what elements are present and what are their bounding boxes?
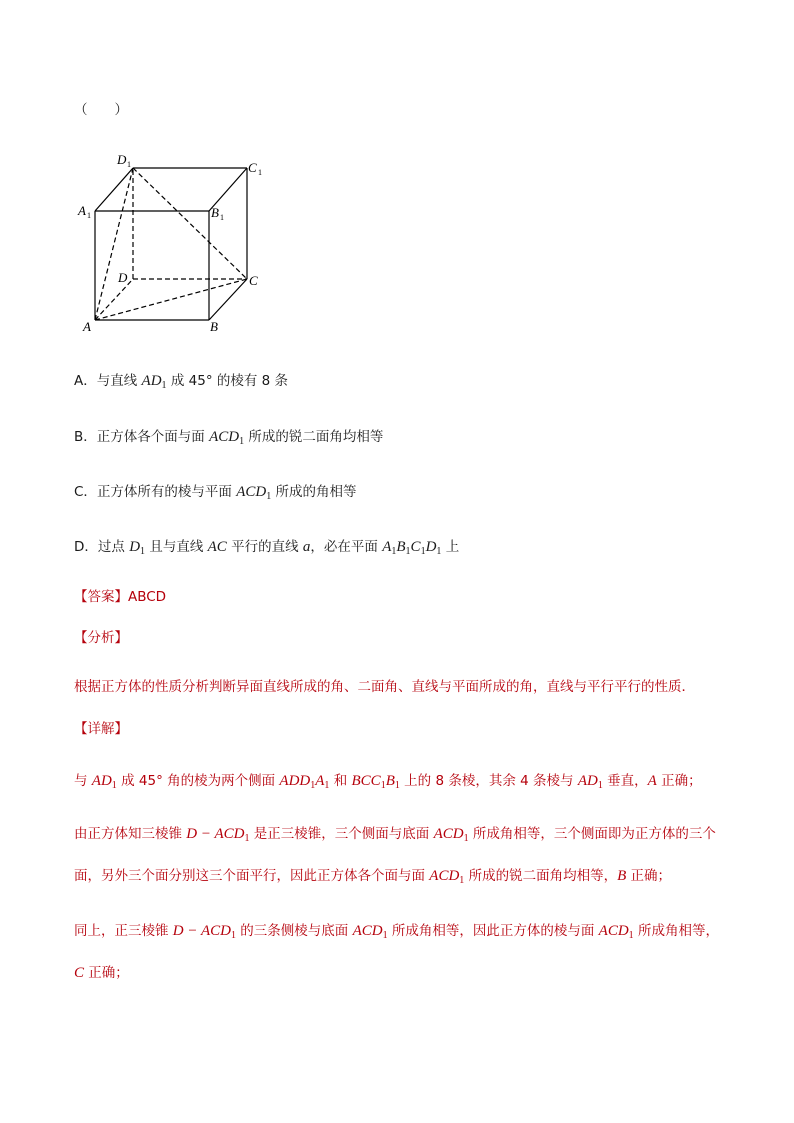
analysis-label: 【分析】 <box>74 630 128 646</box>
answer-paren: （ ） <box>74 102 128 118</box>
label-c1: C <box>248 160 257 175</box>
edge-ac <box>95 279 247 320</box>
edge-d1c <box>133 168 247 279</box>
label-a: A <box>83 319 91 334</box>
edge-a1d1 <box>95 168 133 211</box>
answer-line <box>74 587 166 607</box>
label-d: D <box>118 270 128 285</box>
label-d1: D <box>117 152 127 167</box>
svg-text:1: 1 <box>220 213 224 222</box>
option-b: B．正方体各个面与面 $ACD_1$ 所成的锐二面角均相等 <box>74 429 384 447</box>
detail-para-2: 由正方体知三棱锥 $D - ACD_1$ 是正三棱锥，三个侧面与底面 $ACD_1$ 所成角相等，三个侧面即为正方体的三个 <box>74 826 716 844</box>
edge-bc <box>209 279 247 320</box>
svg-text:1: 1 <box>258 168 262 177</box>
svg-text:1: 1 <box>87 211 91 220</box>
detail-para-4: 同上，正三棱锥 $D - ACD_1$ 的三条侧棱与底面 $ACD_1$ 所成角相等，因此正方体的棱与面 $ACD_1$ 所成角相等， <box>74 923 719 941</box>
option-c: C．正方体所有的棱与平面 $ACD_1$ 所成的角相等 <box>74 484 357 502</box>
edge-ad <box>95 279 133 320</box>
answer-label: 【答案】 <box>74 589 128 605</box>
option-a: A．与直线 $AD_1$ 成 45° 的棱有 8 条 <box>74 373 289 391</box>
svg-text:1: 1 <box>127 160 131 169</box>
detail-label: 【详解】 <box>74 721 128 737</box>
option-d: D．过点 $D_1$ 且与直线 AC 平行的直线 a，必在平面 $A_1B_1C_1D_1$ 上 <box>74 539 460 557</box>
label-b1: B <box>211 205 219 220</box>
detail-para-1: 与 $AD_1$ 成 45° 角的棱为两个侧面 $ADD_1A_1$ 和 $BCC_1B_1$ 上的 8 条棱，其余 4 条棱与 $AD_1$ 垂直，A 正确； <box>74 773 702 791</box>
cube-figure <box>72 148 282 338</box>
label-b: B <box>210 319 218 334</box>
label-c: C <box>249 273 258 288</box>
label-a1: A <box>78 203 86 218</box>
detail-para-5: C 正确； <box>74 965 129 981</box>
detail-para-3: 面，另外三个面分别这三个面平行，因此正方体各个面与面 $ACD_1$ 所成的锐二面角均相等，B 正确； <box>74 868 672 886</box>
analysis-text: 根据正方体的性质分析判断异面直线所成的角、二面角、直线与平面所成的角，直线与平行平行的性质． <box>74 679 695 695</box>
answer-value: ABCD <box>128 589 167 605</box>
edge-ad1 <box>95 168 133 320</box>
